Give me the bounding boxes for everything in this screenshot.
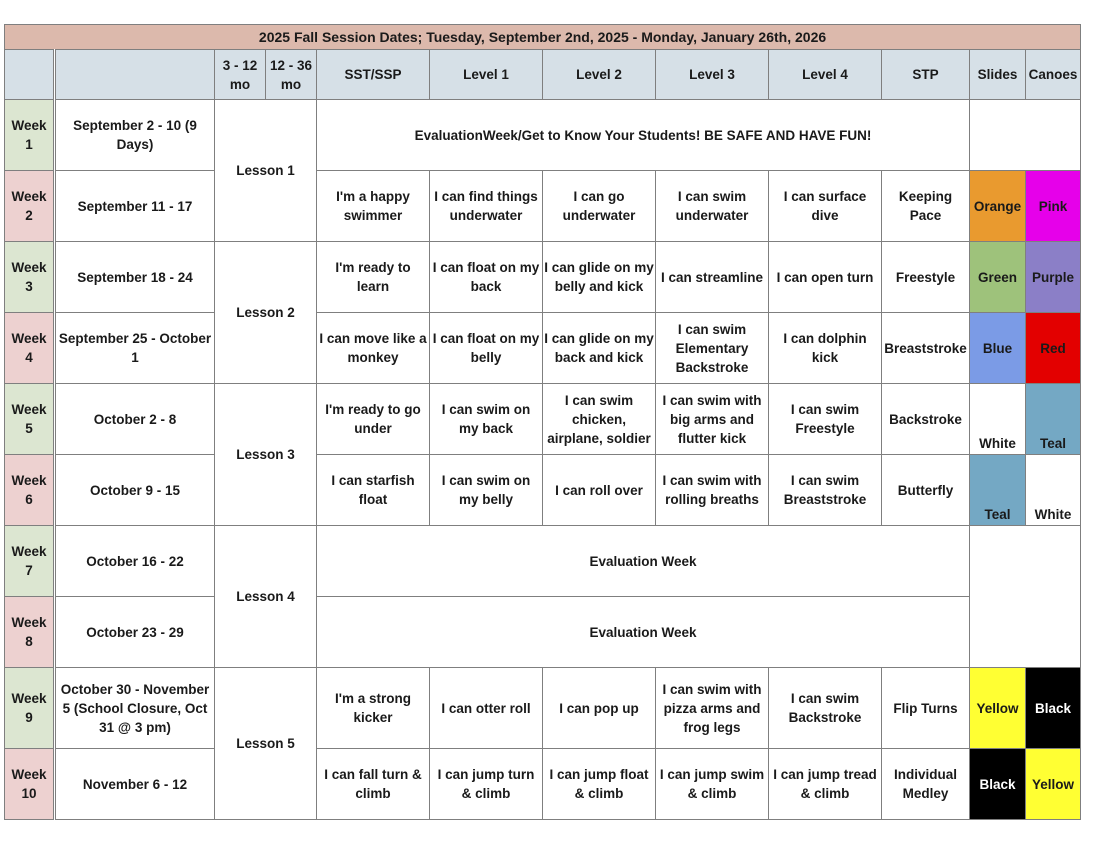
header-level-1: Level 1 (430, 50, 543, 100)
empty-color-cell (970, 100, 1081, 171)
stp-skill: Butterfly (882, 455, 970, 526)
level-3-skill: I can jump swim & climb (656, 749, 769, 820)
level-2-skill: I can jump float & climb (543, 749, 656, 820)
week-dates: October 2 - 8 (55, 384, 215, 455)
table-row (5, 749, 1081, 820)
stp-skill: Backstroke (882, 384, 970, 455)
table-row (5, 455, 1081, 526)
week-label: Week 2 (5, 171, 55, 242)
lesson-label: Lesson 1 (215, 100, 317, 242)
stp-skill: Flip Turns (882, 668, 970, 749)
week-label: Week 9 (5, 668, 55, 749)
level-1-skill: I can float on my belly (430, 313, 543, 384)
level-3-skill: I can swim with big arms and flutter kick (656, 384, 769, 455)
level-2-skill: I can glide on my belly and kick (543, 242, 656, 313)
level-1-skill: I can find things underwater (430, 171, 543, 242)
level-4-skill: I can swim Breaststroke (769, 455, 882, 526)
canoes-color: Red (1026, 313, 1081, 384)
table-row (5, 597, 1081, 668)
slides-color: White (970, 384, 1026, 455)
canoes-color: White (1026, 455, 1081, 526)
sst-skill: I'm ready to go under (317, 384, 430, 455)
week-dates: September 2 - 10 (9 Days) (55, 100, 215, 171)
level-4-skill: I can dolphin kick (769, 313, 882, 384)
sst-skill: I'm a strong kicker (317, 668, 430, 749)
header-dates-corner (55, 50, 215, 100)
week-label: Week 5 (5, 384, 55, 455)
level-3-skill: I can swim with pizza arms and frog legs (656, 668, 769, 749)
level-4-skill: I can open turn (769, 242, 882, 313)
table-row (5, 171, 1081, 242)
canoes-color: Teal (1026, 384, 1081, 455)
lesson-label: Lesson 3 (215, 384, 317, 526)
canoes-color: Pink (1026, 171, 1081, 242)
slides-color: Yellow (970, 668, 1026, 749)
week-dates: October 9 - 15 (55, 455, 215, 526)
header-age-12-36: 12 - 36 mo (266, 50, 317, 100)
level-2-skill: I can pop up (543, 668, 656, 749)
schedule-title: 2025 Fall Session Dates; Tuesday, September 2nd, 2025 - Monday, January 26th, 2026 (5, 25, 1081, 50)
week-dates: September 18 - 24 (55, 242, 215, 313)
week-label: Week 8 (5, 597, 55, 668)
header-age-3-12: 3 - 12 mo (215, 50, 266, 100)
level-1-skill: I can swim on my back (430, 384, 543, 455)
header-week-corner (5, 50, 55, 100)
level-3-skill: I can streamline (656, 242, 769, 313)
sst-skill: I'm a happy swimmer (317, 171, 430, 242)
week-dates: October 16 - 22 (55, 526, 215, 597)
stp-skill: Breaststroke (882, 313, 970, 384)
header-level-2: Level 2 (543, 50, 656, 100)
stp-skill: Freestyle (882, 242, 970, 313)
week-label: Week 7 (5, 526, 55, 597)
sst-skill: I can fall turn & climb (317, 749, 430, 820)
header-stp: STP (882, 50, 970, 100)
header-slides: Slides (970, 50, 1026, 100)
week-label: Week 1 (5, 100, 55, 171)
level-3-skill: I can swim with rolling breaths (656, 455, 769, 526)
slides-color: Green (970, 242, 1026, 313)
week-note: Evaluation Week (317, 597, 970, 668)
level-2-skill: I can go underwater (543, 171, 656, 242)
week-note: EvaluationWeek/Get to Know Your Students! BE SAFE AND HAVE FUN! (317, 100, 970, 171)
table-row (5, 384, 1081, 455)
empty-color-cell (970, 526, 1081, 668)
week-dates: September 11 - 17 (55, 171, 215, 242)
week-dates: September 25 - October 1 (55, 313, 215, 384)
header-row (5, 50, 1081, 100)
header-level-4: Level 4 (769, 50, 882, 100)
table-row (5, 668, 1081, 749)
week-label: Week 6 (5, 455, 55, 526)
week-dates: November 6 - 12 (55, 749, 215, 820)
session-schedule-table (4, 24, 1081, 820)
week-label: Week 10 (5, 749, 55, 820)
week-note: Evaluation Week (317, 526, 970, 597)
level-4-skill: I can swim Backstroke (769, 668, 882, 749)
week-label: Week 3 (5, 242, 55, 313)
week-dates: October 30 - November 5 (School Closure, Oct 31 @ 3 pm) (55, 668, 215, 749)
header-sst-ssp: SST/SSP (317, 50, 430, 100)
table-row (5, 313, 1081, 384)
week-dates: October 23 - 29 (55, 597, 215, 668)
stp-skill: Individual Medley (882, 749, 970, 820)
slides-color: Teal (970, 455, 1026, 526)
lesson-label: Lesson 2 (215, 242, 317, 384)
table-row (5, 100, 1081, 171)
sst-skill: I can move like a monkey (317, 313, 430, 384)
level-1-skill: I can float on my back (430, 242, 543, 313)
level-1-skill: I can swim on my belly (430, 455, 543, 526)
level-2-skill: I can swim chicken, airplane, soldier (543, 384, 656, 455)
week-label: Week 4 (5, 313, 55, 384)
level-3-skill: I can swim Elementary Backstroke (656, 313, 769, 384)
canoes-color: Black (1026, 668, 1081, 749)
header-level-3: Level 3 (656, 50, 769, 100)
level-2-skill: I can roll over (543, 455, 656, 526)
header-canoes: Canoes (1026, 50, 1081, 100)
level-2-skill: I can glide on my back and kick (543, 313, 656, 384)
stp-skill: Keeping Pace (882, 171, 970, 242)
level-4-skill: I can jump tread & climb (769, 749, 882, 820)
table-row (5, 242, 1081, 313)
sst-skill: I can starfish float (317, 455, 430, 526)
level-4-skill: I can swim Freestyle (769, 384, 882, 455)
lesson-label: Lesson 4 (215, 526, 317, 668)
slides-color: Black (970, 749, 1026, 820)
level-1-skill: I can otter roll (430, 668, 543, 749)
table-row (5, 526, 1081, 597)
slides-color: Orange (970, 171, 1026, 242)
canoes-color: Purple (1026, 242, 1081, 313)
slides-color: Blue (970, 313, 1026, 384)
level-4-skill: I can surface dive (769, 171, 882, 242)
level-3-skill: I can swim underwater (656, 171, 769, 242)
level-1-skill: I can jump turn & climb (430, 749, 543, 820)
lesson-label: Lesson 5 (215, 668, 317, 820)
sst-skill: I'm ready to learn (317, 242, 430, 313)
canoes-color: Yellow (1026, 749, 1081, 820)
